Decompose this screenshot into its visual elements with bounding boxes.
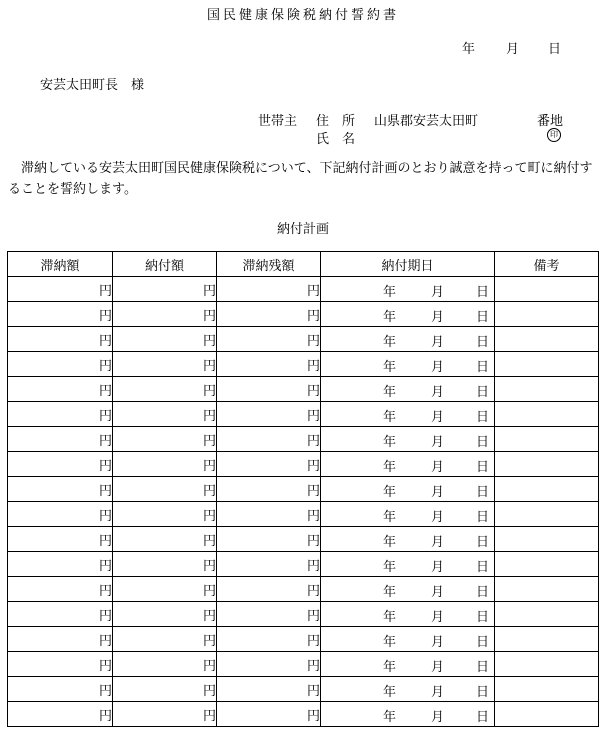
due-date-cell[interactable] [321, 377, 495, 402]
table-row [8, 452, 599, 477]
arrears-cell[interactable]: 円 [8, 552, 113, 577]
due-month-label: 月 [431, 660, 445, 675]
table-row [8, 327, 599, 352]
remaining-cell[interactable]: 円 [217, 477, 321, 502]
due-day-label: 日 [476, 460, 490, 475]
due-month-label: 月 [431, 435, 445, 450]
arrears-cell[interactable]: 円 [8, 652, 113, 677]
due-date-cell[interactable] [321, 327, 495, 352]
payment-cell[interactable]: 円 [113, 377, 217, 402]
table-header-row [8, 252, 599, 277]
due-year-label: 年 [383, 335, 397, 350]
table-row [8, 702, 599, 727]
due-year-label: 年 [383, 685, 397, 700]
due-date-cell[interactable] [321, 652, 495, 677]
remarks-cell[interactable] [495, 527, 599, 552]
arrears-cell[interactable]: 円 [8, 427, 113, 452]
name-label: 氏 名 [316, 132, 356, 147]
date-day-label: 日 [548, 42, 562, 57]
table-row [8, 627, 599, 652]
payment-cell[interactable]: 円 [113, 652, 217, 677]
arrears-cell[interactable]: 円 [8, 327, 113, 352]
due-year-label: 年 [383, 460, 397, 475]
due-year-label: 年 [383, 410, 397, 425]
due-date-cell[interactable] [321, 552, 495, 577]
plan-title: 納付計画 [276, 222, 329, 237]
due-day-label: 日 [476, 335, 490, 350]
due-day-label: 日 [476, 660, 490, 675]
payment-cell[interactable]: 円 [113, 427, 217, 452]
table-row [8, 377, 599, 402]
due-date-cell[interactable] [321, 452, 495, 477]
table-row [8, 352, 599, 377]
due-month-label: 月 [431, 310, 445, 325]
due-day-label: 日 [476, 710, 490, 725]
remaining-cell[interactable]: 円 [217, 577, 321, 602]
payment-cell[interactable]: 円 [113, 702, 217, 727]
arrears-cell[interactable]: 円 [8, 402, 113, 427]
table-row [8, 277, 599, 302]
due-date-cell[interactable] [321, 302, 495, 327]
payment-cell[interactable]: 円 [113, 402, 217, 427]
remarks-cell[interactable] [495, 652, 599, 677]
payment-cell[interactable]: 円 [113, 577, 217, 602]
remarks-cell[interactable] [495, 677, 599, 702]
arrears-cell[interactable]: 円 [8, 452, 113, 477]
remaining-cell[interactable]: 円 [217, 302, 321, 327]
due-day-label: 日 [476, 535, 490, 550]
arrears-cell[interactable]: 円 [8, 277, 113, 302]
remaining-cell[interactable]: 円 [217, 627, 321, 652]
arrears-cell[interactable]: 円 [8, 627, 113, 652]
due-year-label: 年 [383, 585, 397, 600]
due-year-label: 年 [383, 385, 397, 400]
due-year-label: 年 [383, 535, 397, 550]
payment-cell[interactable]: 円 [113, 627, 217, 652]
table-row [8, 652, 599, 677]
due-month-label: 月 [431, 585, 445, 600]
remarks-cell[interactable] [495, 477, 599, 502]
payment-cell[interactable]: 円 [113, 277, 217, 302]
table-row [8, 577, 599, 602]
pledge-text: 滞納している安芸太田町国民健康保険税について、下記納付計画のとおり誠意を持って町に納付することを誓約します。 [8, 161, 593, 197]
date-month-label: 月 [506, 42, 520, 57]
remaining-cell[interactable]: 円 [217, 277, 321, 302]
due-day-label: 日 [476, 285, 490, 300]
due-day-label: 日 [476, 435, 490, 450]
due-month-label: 月 [431, 335, 445, 350]
due-date-cell[interactable] [321, 277, 495, 302]
due-date-cell[interactable] [321, 477, 495, 502]
banchi-label: 番地 [537, 114, 564, 129]
header-arrears: 滞納額 [8, 252, 113, 277]
due-month-label: 月 [431, 685, 445, 700]
remaining-cell[interactable]: 円 [217, 702, 321, 727]
due-date-cell[interactable] [321, 677, 495, 702]
due-year-label: 年 [383, 560, 397, 575]
header-due-date: 納付期日 [321, 252, 495, 277]
remarks-cell[interactable] [495, 627, 599, 652]
due-year-label: 年 [383, 285, 397, 300]
payment-cell[interactable]: 円 [113, 352, 217, 377]
remaining-cell[interactable]: 円 [217, 602, 321, 627]
due-day-label: 日 [476, 685, 490, 700]
remarks-cell[interactable] [495, 402, 599, 427]
table-row [8, 502, 599, 527]
due-day-label: 日 [476, 410, 490, 425]
remarks-cell[interactable] [495, 327, 599, 352]
due-month-label: 月 [431, 360, 445, 375]
due-year-label: 年 [383, 660, 397, 675]
due-day-label: 日 [476, 385, 490, 400]
document-title: 国民健康保険税納付誓約書 [206, 8, 399, 23]
due-date-cell[interactable] [321, 602, 495, 627]
remarks-cell[interactable] [495, 377, 599, 402]
date-year-label: 年 [462, 42, 476, 57]
address-value: 山県郡安芸太田町 [374, 114, 479, 129]
due-month-label: 月 [431, 560, 445, 575]
due-date-cell[interactable] [321, 577, 495, 602]
due-month-label: 月 [431, 460, 445, 475]
payment-cell[interactable]: 円 [113, 502, 217, 527]
arrears-cell[interactable]: 円 [8, 702, 113, 727]
payment-cell[interactable]: 円 [113, 302, 217, 327]
due-month-label: 月 [431, 285, 445, 300]
remaining-cell[interactable]: 円 [217, 502, 321, 527]
due-year-label: 年 [383, 310, 397, 325]
arrears-cell[interactable]: 円 [8, 677, 113, 702]
due-date-cell[interactable] [321, 427, 495, 452]
remarks-cell[interactable] [495, 427, 599, 452]
table-row [8, 602, 599, 627]
payment-cell[interactable]: 円 [113, 552, 217, 577]
remaining-cell[interactable]: 円 [217, 377, 321, 402]
due-day-label: 日 [476, 510, 490, 525]
payment-cell[interactable]: 円 [113, 602, 217, 627]
due-month-label: 月 [431, 635, 445, 650]
due-date-cell[interactable] [321, 502, 495, 527]
due-date-cell[interactable] [321, 352, 495, 377]
due-date-cell[interactable] [321, 627, 495, 652]
remaining-cell[interactable]: 円 [217, 452, 321, 477]
remaining-cell[interactable]: 円 [217, 402, 321, 427]
header-payment: 納付額 [113, 252, 217, 277]
remaining-cell[interactable]: 円 [217, 552, 321, 577]
due-year-label: 年 [383, 510, 397, 525]
due-year-label: 年 [383, 360, 397, 375]
remarks-cell[interactable] [495, 577, 599, 602]
payment-cell[interactable]: 円 [113, 477, 217, 502]
household-head-label: 世帯主 [258, 114, 298, 129]
due-day-label: 日 [476, 485, 490, 500]
due-day-label: 日 [476, 585, 490, 600]
arrears-cell[interactable]: 円 [8, 352, 113, 377]
table-row [8, 302, 599, 327]
arrears-cell[interactable]: 円 [8, 477, 113, 502]
address-label: 住 所 [316, 114, 356, 129]
table-row [8, 552, 599, 577]
remarks-cell[interactable] [495, 352, 599, 377]
due-date-cell[interactable] [321, 527, 495, 552]
due-day-label: 日 [476, 560, 490, 575]
due-month-label: 月 [431, 510, 445, 525]
due-month-label: 月 [431, 385, 445, 400]
table-row [8, 477, 599, 502]
remarks-cell[interactable] [495, 602, 599, 627]
due-date-cell[interactable] [321, 702, 495, 727]
due-day-label: 日 [476, 635, 490, 650]
due-year-label: 年 [383, 485, 397, 500]
arrears-cell[interactable]: 円 [8, 577, 113, 602]
remarks-cell[interactable] [495, 302, 599, 327]
arrears-cell[interactable]: 円 [8, 502, 113, 527]
table-row [8, 402, 599, 427]
due-day-label: 日 [476, 310, 490, 325]
remarks-cell[interactable] [495, 702, 599, 727]
remaining-cell[interactable]: 円 [217, 427, 321, 452]
remaining-cell[interactable]: 円 [217, 327, 321, 352]
due-year-label: 年 [383, 635, 397, 650]
payment-cell[interactable]: 円 [113, 452, 217, 477]
payment-cell[interactable]: 円 [113, 327, 217, 352]
addressee: 安芸太田町長 様 [40, 78, 145, 93]
due-date-cell[interactable] [321, 402, 495, 427]
remaining-cell[interactable]: 円 [217, 527, 321, 552]
due-year-label: 年 [383, 710, 397, 725]
arrears-cell[interactable]: 円 [8, 377, 113, 402]
arrears-cell[interactable]: 円 [8, 527, 113, 552]
seal-mark: 印 [547, 128, 561, 142]
payment-plan-table [7, 251, 599, 727]
remarks-cell[interactable] [495, 552, 599, 577]
remarks-cell[interactable] [495, 277, 599, 302]
remaining-cell[interactable]: 円 [217, 677, 321, 702]
arrears-cell[interactable]: 円 [8, 602, 113, 627]
payment-cell[interactable]: 円 [113, 527, 217, 552]
remaining-cell[interactable]: 円 [217, 352, 321, 377]
remaining-cell[interactable]: 円 [217, 652, 321, 677]
header-remarks: 備考 [495, 252, 599, 277]
header-remaining: 滞納残額 [217, 252, 321, 277]
table-row [8, 677, 599, 702]
remarks-cell[interactable] [495, 502, 599, 527]
due-month-label: 月 [431, 410, 445, 425]
due-month-label: 月 [431, 535, 445, 550]
table-row [8, 527, 599, 552]
remarks-cell[interactable] [495, 452, 599, 477]
due-month-label: 月 [431, 710, 445, 725]
due-year-label: 年 [383, 435, 397, 450]
due-day-label: 日 [476, 360, 490, 375]
table-row [8, 427, 599, 452]
due-day-label: 日 [476, 610, 490, 625]
due-month-label: 月 [431, 485, 445, 500]
due-year-label: 年 [383, 610, 397, 625]
arrears-cell[interactable]: 円 [8, 302, 113, 327]
due-month-label: 月 [431, 610, 445, 625]
payment-cell[interactable]: 円 [113, 677, 217, 702]
